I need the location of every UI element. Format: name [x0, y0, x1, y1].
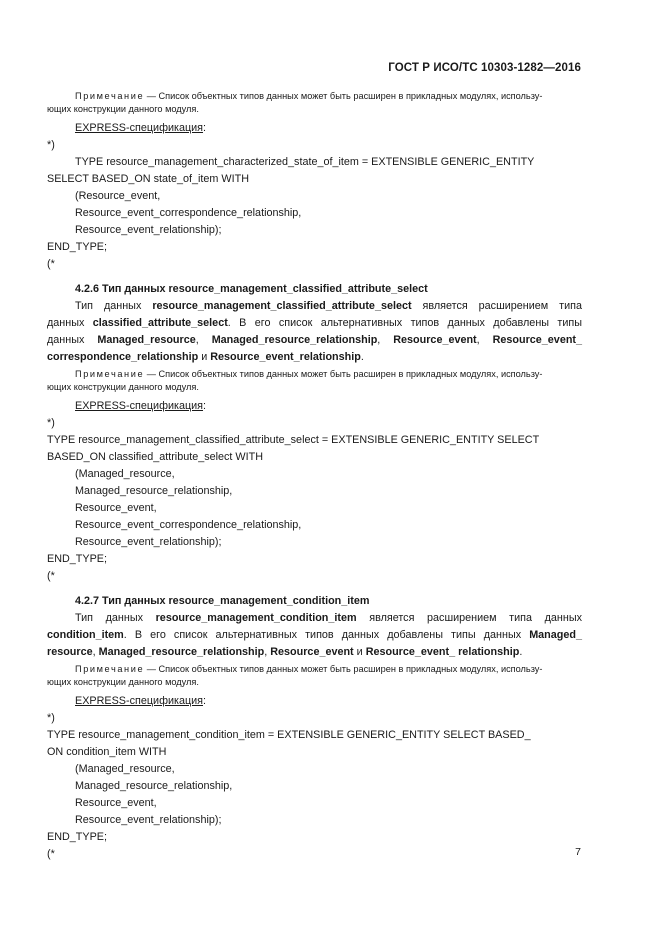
- select-item: Resource_event_relationship);: [75, 224, 222, 236]
- select-item: Resource_event_relationship);: [75, 536, 222, 548]
- type-declaration-cont: ON condition_item WITH: [47, 746, 167, 758]
- section-heading: 4.2.6 Тип данных resource_management_classified_attribute_select: [75, 283, 428, 295]
- comment-open: *): [47, 417, 55, 429]
- note-text: — Список объектных типов данных может быть расширен в прикладных модулях, использу-: [144, 369, 543, 379]
- select-item: (Resource_event,: [75, 190, 161, 202]
- select-item: (Managed_resource,: [75, 763, 175, 775]
- comment-close: (*: [47, 570, 55, 582]
- select-item: Resource_event,: [75, 502, 157, 514]
- document-header: ГОСТ Р ИСО/ТС 10303-1282—2016: [388, 62, 581, 74]
- note-text-cont: ющих конструкции данного модуля.: [47, 382, 199, 392]
- express-label: EXPRESS-спецификация:: [75, 695, 207, 707]
- end-type: END_TYPE;: [47, 553, 107, 565]
- type-declaration-cont: SELECT BASED_ON state_of_item WITH: [47, 173, 250, 185]
- select-item: Resource_event_correspondence_relationship,: [75, 207, 302, 219]
- select-item: Resource_event_relationship);: [75, 814, 222, 826]
- select-item: (Managed_resource,: [75, 468, 175, 480]
- comment-open: *): [47, 712, 55, 724]
- paragraph-line: resource, Managed_resource_relationship, Resource_event и Resource_event_ relationship.: [47, 646, 523, 658]
- type-declaration: TYPE resource_management_characterized_state_of_item = EXTENSIBLE GENERIC_ENTITY: [75, 156, 535, 168]
- page-number: 7: [575, 846, 581, 858]
- note-text-cont: ющих конструкции данного модуля.: [47, 104, 199, 114]
- paragraph-line: Тип данных resource_management_condition_item является расширением типа данных: [75, 612, 582, 624]
- paragraph-line: correspondence_relationship и Resource_event_relationship.: [47, 351, 364, 363]
- note-text: — Список объектных типов данных может быть расширен в прикладных модулях, использу-: [144, 664, 543, 674]
- comment-close: (*: [47, 848, 55, 860]
- note-label: Примечание: [75, 664, 145, 674]
- comment-close: (*: [47, 258, 55, 270]
- note-text: — Список объектных типов данных может быть расширен в прикладных модулях, использу-: [144, 91, 543, 101]
- end-type: END_TYPE;: [47, 241, 107, 253]
- type-declaration-cont: BASED_ON classified_attribute_select WITH: [47, 451, 264, 463]
- select-item: Managed_resource_relationship,: [75, 780, 233, 792]
- select-item: Resource_event_correspondence_relationship,: [75, 519, 302, 531]
- express-label: EXPRESS-спецификация:: [75, 122, 207, 134]
- paragraph-line: данных Managed_resource, Managed_resource_relationship, Resource_event, Resource_event_: [47, 334, 583, 346]
- note-label: Примечание: [75, 91, 145, 101]
- select-item: Resource_event,: [75, 797, 157, 809]
- note-label: Примечание: [75, 369, 145, 379]
- document-body: [47, 88, 582, 863]
- note: [47, 368, 582, 394]
- express-label: EXPRESS-спецификация:: [75, 400, 207, 412]
- end-type: END_TYPE;: [47, 831, 107, 843]
- section-heading: 4.2.7 Тип данных resource_management_condition_item: [75, 595, 370, 607]
- note: [47, 663, 582, 689]
- type-declaration: TYPE resource_management_classified_attribute_select = EXTENSIBLE GENERIC_ENTITY SELECT: [47, 434, 540, 446]
- paragraph-line: Тип данных resource_management_classified_attribute_select является расширением типа: [75, 300, 582, 312]
- type-declaration: TYPE resource_management_condition_item = EXTENSIBLE GENERIC_ENTITY SELECT BASED_: [47, 729, 531, 741]
- paragraph-line: condition_item. В его список альтернативных типов данных добавлены типы данных Managed_: [47, 629, 582, 641]
- paragraph-line: данных classified_attribute_select. В его список альтернативных типов данных добавлены типы: [47, 317, 582, 329]
- select-item: Managed_resource_relationship,: [75, 485, 233, 497]
- note-text-cont: ющих конструкции данного модуля.: [47, 677, 199, 687]
- comment-open: *): [47, 139, 55, 151]
- note: [47, 90, 582, 116]
